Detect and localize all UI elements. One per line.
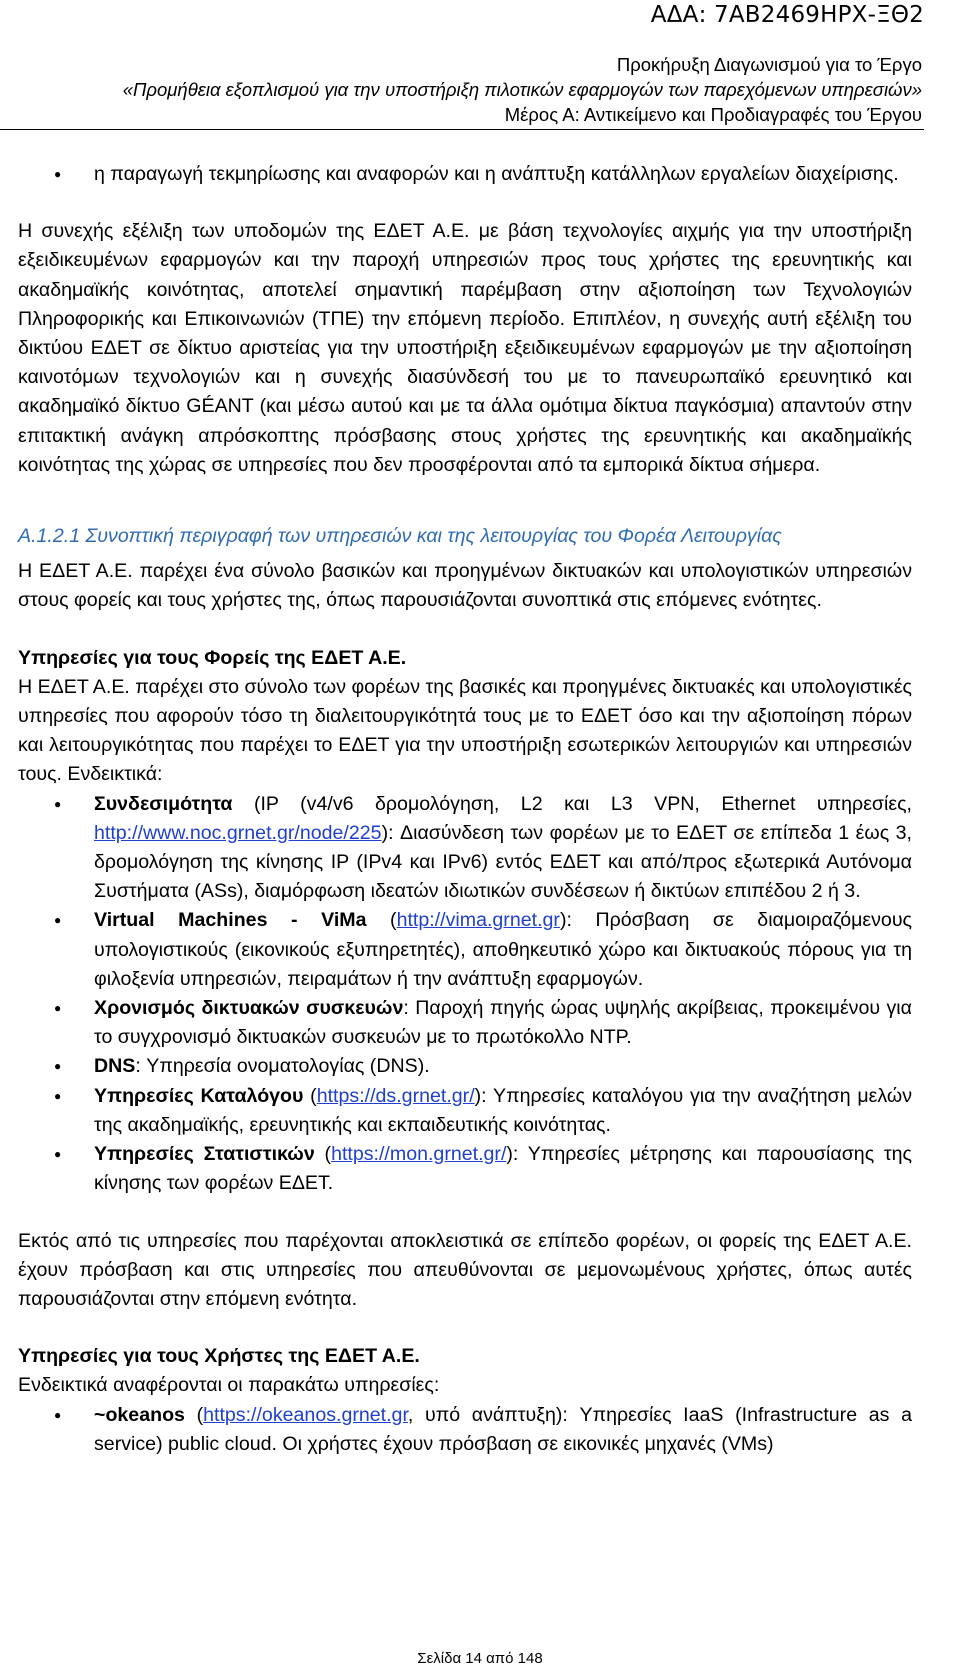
header-line-3: Μέρος Α: Αντικείμενο και Προδιαγραφές του Έργου <box>504 104 922 125</box>
vima-link[interactable]: http://vima.grnet.gr <box>396 909 560 932</box>
paragraph-users-intro: Ενδεικτικά αναφέρονται οι παρακάτω υπηρεσίες: <box>18 1374 440 1397</box>
header-line-1: Προκήρυξη Διαγωνισμού για το Έργο <box>616 54 922 75</box>
list-item: ● Virtual Machines - ViMa (http://vima.grnet.gr): Πρόσβαση σε διαμοιραζόμενους υπολογιστικούς (εικονικούς εξυπηρετητές), αποθηκευτικό χώρο και δικτυακούς πόρους για τη φιλοξενία υπηρεσιών, πειραμάτων ή την ανάπτυξη εφαρμογών. <box>94 906 912 994</box>
paragraph-institution-services: Η ΕΔΕΤ Α.Ε. παρέχει στο σύνολο των φορέων της βασικές και προηγμένες δικτυακές και υπολογιστικές υπηρεσίες που αφορούν τόσο τη διαλειτουργικότητά τους με το ΕΔΕΤ όσο και την αξιοποίηση πόρων και λειτουργικότητας που παρέχει το ΕΔΕΤ για την υποστήριξη εσωτερικών λειτουργιών και υπηρεσιών τους. Ενδεικτικά: <box>18 675 912 786</box>
user-services-list <box>18 1401 912 1459</box>
page-body <box>18 160 912 1459</box>
paragraph-shared-access: Εκτός από τις υπηρεσίες που παρέχονται αποκλειστικά σε επίπεδο φορέων, οι φορείς της ΕΔΕΤ Α.Ε. έχουν πρόσβαση και στις υπηρεσίες που απευθύνονται σε μεμονωμένους χρήστες, όπως αυτές παρουσιάζονται στην επόμενη ενότητα. <box>18 1229 912 1310</box>
list-item: ● Χρονισμός δικτυακών συσκευών: Παροχή πηγής ώρας υψηλής ακρίβειας, προκειμένου για το συγχρονισμό δικτυακών συσκευών με το πρωτόκολλο NTP. <box>94 994 912 1052</box>
list-item: ● η παραγωγή τεκμηρίωσης και αναφορών και η ανάπτυξη κατάλληλων εργαλείων διαχείρισης. <box>94 160 912 189</box>
institution-services-list <box>18 790 912 1199</box>
noc-link[interactable]: http://www.noc.grnet.gr/node/225 <box>94 821 382 844</box>
list-item: ● DNS: Υπηρεσία ονοματολογίας (DNS). <box>94 1052 912 1081</box>
document-header <box>123 52 922 127</box>
list-item: ● Συνδεσιμότητα (IP (v4/v6 δρομολόγηση, L2 και L3 VPN, Ethernet υπηρεσίες, http://www.noc.grnet.gr/node/225): Διασύνδεση των φορέων με το ΕΔΕΤ σε επίπεδα 1 έως 3, δρομολόγηση της κίνησης IP (IPv4 και IPv6) εντός ΕΔΕΤ και από/προς εξωτερικά Αυτόνομα Συστήματα (ASs), διαμόρφωση ιδεατών ιδιωτικών συνδέσεων ή δικτύων επιπέδου 2 ή 3. <box>94 790 912 907</box>
paragraph-infrastructure: Η συνεχής εξέλιξη των υποδομών της ΕΔΕΤ Α.Ε. με βάση τεχνολογίες αιχμής για την υποστήριξη εξειδικευμένων εφαρμογών και την παροχή υπηρεσιών προς τους χρήστες της ερευνητικής και ακαδημαϊκής κοινότητας, αποτελεί σημαντική παρέμβαση στην αξιοποίηση των Τεχνολογιών Πληροφορικής και Επικοινωνιών (ΤΠΕ) την επόμενη περίοδο. Επιπλέον, η συνεχής αυτή εξέλιξη του δικτύου ΕΔΕΤ σε δίκτυο αριστείας για την υποστήριξη εξειδικευμένων εφαρμογών με την αξιοποίηση καινοτόμων τεχνολογιών και η συνεχής διασύνδεσή του με το πανευρωπαϊκό ερευνητικό και ακαδημαϊκό δίκτυο GÉANT (και μέσω αυτού και με τα άλλα ομότιμα δίκτυα παγκόσμια) απαντούν στην επιτακτική ανάγκη απρόσκοπτης πρόσβασης στους χρήστες της ερευνητικής και ακαδημαϊκής κοινότητας της χώρας σε υπηρεσίες που δεν προσφέρονται από τα εμπορικά δίκτυα σήμερα. <box>18 220 912 476</box>
paragraph-services-intro: Η ΕΔΕΤ Α.Ε. παρέχει ένα σύνολο βασικών και προηγμένων δικτυακών και υπολογιστικών υπηρεσιών στους φορείς και τους χρήστες της, όπως παρουσιάζονται συνοπτικά στις επόμενες ενότητες. <box>18 560 912 612</box>
list-item: ● Υπηρεσίες Καταλόγου (https://ds.grnet.gr/): Υπηρεσίες καταλόγου για την αναζήτηση μελών της ακαδημαϊκής, ερευνητικής και εκπαιδευτικής κοινότητας. <box>94 1082 912 1140</box>
page-number: Σελίδα 14 από 148 <box>417 1650 543 1667</box>
header-divider <box>0 129 924 130</box>
ds-link[interactable]: https://ds.grnet.gr/ <box>316 1084 475 1107</box>
okeanos-link[interactable]: https://okeanos.grnet.gr <box>203 1403 408 1426</box>
section-heading: Α.1.2.1 Συνοπτική περιγραφή των υπηρεσιών και της λειτουργίας του Φορέα Λειτουργίας <box>18 525 782 548</box>
ada-code: ΑΔΑ: 7ΑΒ2469ΗΡΧ-ΞΘ2 <box>650 2 924 28</box>
list-item: ● ~okeanos (https://okeanos.grnet.gr, υπό ανάπτυξη): Υπηρεσίες IaaS (Infrastructure as a service) public cloud. Οι χρήστες έχουν πρόσβαση σε εικονικές μηχανές (VMs) <box>94 1401 912 1459</box>
subheading-users: Υπηρεσίες για τους Χρήστες της ΕΔΕΤ Α.Ε. <box>18 1345 420 1368</box>
list-item: ● Υπηρεσίες Στατιστικών (https://mon.grnet.gr/): Υπηρεσίες μέτρησης και παρουσίασης της κίνησης των φορέων ΕΔΕΤ. <box>94 1140 912 1198</box>
header-line-2: «Προμήθεια εξοπλισμού για την υποστήριξη πιλοτικών εφαρμογών των παρεχόμενων υπηρεσιών» <box>122 79 922 100</box>
mon-link[interactable]: https://mon.grnet.gr/ <box>331 1143 507 1166</box>
top-bullet-list <box>18 160 912 189</box>
subheading-institutions: Υπηρεσίες για τους Φορείς της ΕΔΕΤ Α.Ε. <box>18 646 407 669</box>
